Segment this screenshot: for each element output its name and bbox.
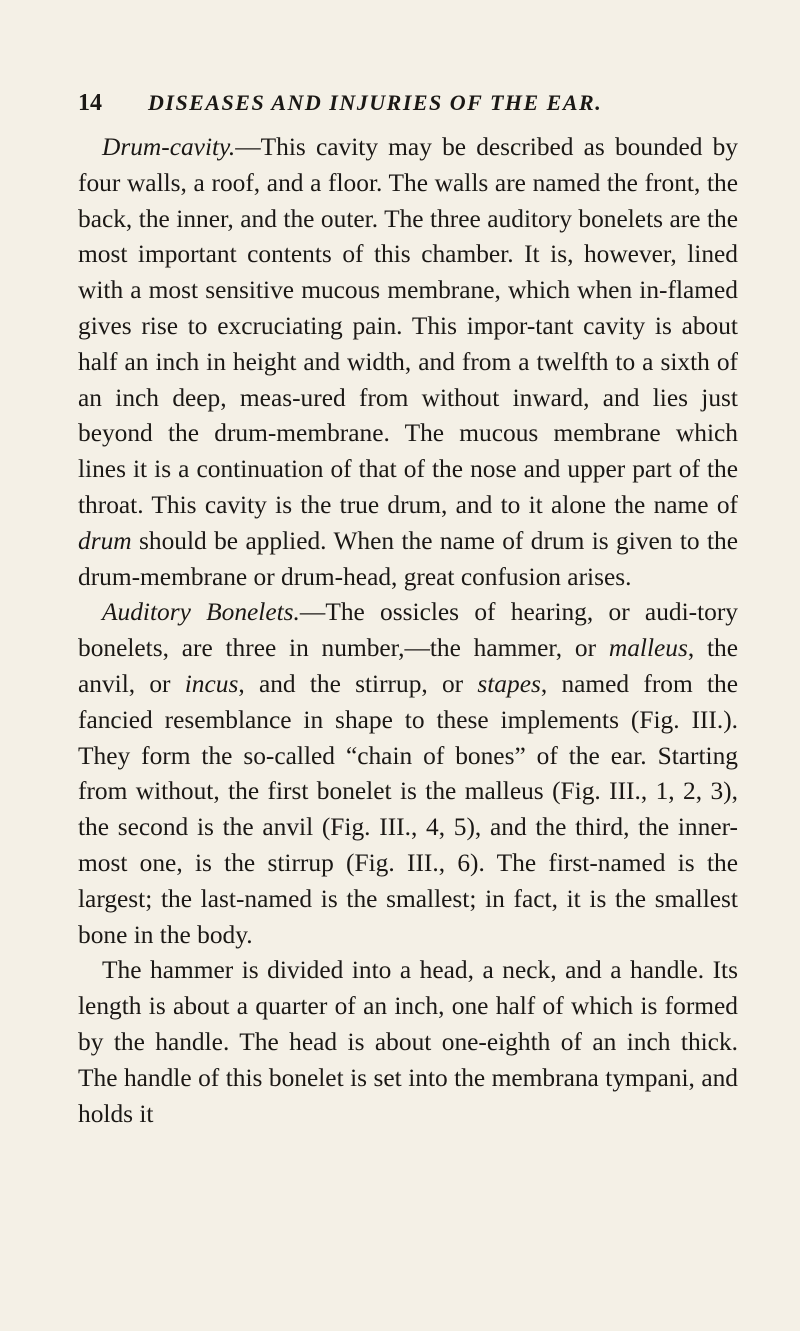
book-page xyxy=(78,84,738,1132)
emphasis-term: incus xyxy=(184,669,239,698)
page-header xyxy=(78,84,738,130)
paragraph-text: , named from the fancied resemblance in shape to these implements (Fig. III.). They form the so-called “chain of bones” of the ear. Starting from without, the first bonelet is the malleus (Fig. III., 1, 2, 3), the second is the anvil (Fig. III., 4, 5), and the third, the inner-most one, is the stirrup (Fig. III., 6). The first-named is the largest; the last-named is the smallest; in fact, it is the smallest bone in the body. xyxy=(78,669,738,949)
section-lead-drum-cavity: Drum-cavity. xyxy=(102,133,236,161)
paragraph-text: —This cavity may be described as bounded by four walls, a roof, and a floor. The walls are named the front, the back, the inner, and the outer. The three auditory bonelets are the most important contents of this chamber. It is, however, lined with a most sensitive mucous membrane, which when in-flamed gives rise to excruciating pain. This impor-tant cavity is about half an inch in height and width, and from a twelfth to a sixth of an inch deep, meas-ured from without inward, and lies just beyond the drum-membrane. The mucous membrane which lines it is a continuation of that of the nose and upper part of the throat. This cavity is the true drum, and to it alone the name of xyxy=(78,133,738,519)
emphasis-term: malleus xyxy=(608,634,688,663)
paragraph-auditory-bonelets xyxy=(78,595,738,953)
body-text xyxy=(78,130,738,1132)
paragraph-text: , the anvil, or xyxy=(78,634,739,698)
emphasis-term: drum xyxy=(78,526,132,555)
paragraph-text: , and the stirrup, or xyxy=(238,669,478,698)
section-lead-auditory-bonelets: Auditory Bonelets. xyxy=(102,598,300,627)
emphasis-term: stapes xyxy=(477,669,541,698)
running-title: DISEASES AND INJURIES OF THE EAR. xyxy=(148,90,603,115)
page-number: 14 xyxy=(78,90,102,116)
paragraph-text: should be applied. When the name of drum is given to the drum-membrane or drum-head, great confusion arises. xyxy=(78,526,738,591)
paragraph-text: —The ossicles of hearing, or audi-tory bonelets, are three in number,—the hammer, or xyxy=(78,598,739,663)
paragraph-hammer xyxy=(78,953,738,1132)
paragraph-text: The hammer is divided into a head, a neck, and a handle. Its length is about a quarter of an inch, one half of which is formed by the handle. The head is about one-eighth of an inch thick. The handle of this bonelet is set into the membrana tympani, and holds it xyxy=(78,956,738,1128)
paragraph-drum-cavity xyxy=(78,130,738,595)
